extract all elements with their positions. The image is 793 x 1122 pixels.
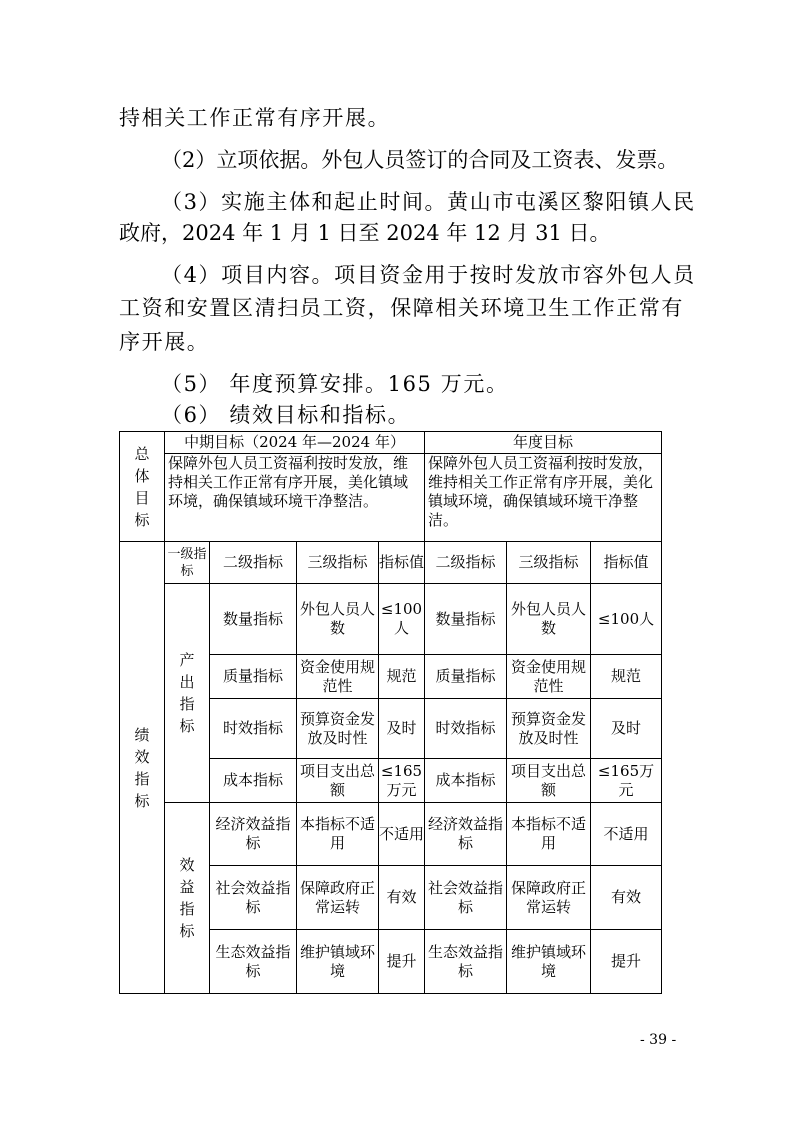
paragraph-7: 序开展。	[119, 330, 210, 354]
overall-goal-label: 总体目标	[134, 444, 150, 529]
col-header-level2-annual: 二级指标	[425, 542, 507, 584]
table-cell: ≤165万元	[591, 759, 662, 803]
paragraph-2: （2）立项依据。外包人员签订的合同及工资表、发票。	[161, 148, 679, 172]
perf-label: 绩效指标	[134, 725, 150, 810]
table-cell: 生态效益指标	[210, 930, 297, 994]
table-cell: 本指标不适用	[297, 803, 379, 866]
output-indicator-label: 产出指标	[179, 651, 195, 735]
col-header-value-annual: 指标值	[591, 542, 662, 584]
table-cell: 保障政府正常运转	[507, 866, 591, 930]
table-cell: 生态效益指标	[425, 930, 507, 994]
col-header-level3: 三级指标	[297, 542, 379, 584]
table-cell: 外包人员人数	[507, 584, 591, 655]
table-cell: 本指标不适用	[507, 803, 591, 866]
col-header-level1: 一级指标	[165, 542, 210, 584]
table-cell: 预算资金发放及时性	[507, 699, 591, 759]
benefit-indicator-label: 效益指标	[179, 856, 195, 940]
table-cell: 提升	[379, 930, 425, 994]
table-cell: ≤165万元	[379, 759, 425, 803]
table-cell: 不适用	[379, 803, 425, 866]
col-header-value: 指标值	[379, 542, 425, 584]
table-cell: 不适用	[591, 803, 662, 866]
table-cell: 规范	[591, 655, 662, 699]
annual-goal-text: 保障外包人员工资福利按时发放，维持相关工作正常有序开展，美化镇域环境，确保镇域环境干净整洁。	[428, 454, 654, 529]
table-cell: 保障政府正常运转	[297, 866, 379, 930]
table-cell: 数量指标	[210, 584, 297, 655]
paragraph-6: 工资和安置区清扫员工资，保障相关环境卫生工作正常有	[119, 296, 684, 320]
annual-goal	[425, 454, 662, 542]
annual-header: 年度目标	[425, 432, 662, 454]
benefit-indicator-label-cell	[165, 803, 210, 994]
table-cell: 成本指标	[425, 759, 507, 803]
performance-goals-table	[119, 431, 662, 994]
table-cell: 社会效益指标	[210, 866, 297, 930]
mid-term-goal	[165, 454, 425, 542]
table-cell: 有效	[591, 866, 662, 930]
table-cell: 维护镇域环境	[297, 930, 379, 994]
table-cell: ≤100人	[379, 584, 425, 655]
output-indicator-label-cell	[165, 584, 210, 803]
table-cell: 社会效益指标	[425, 866, 507, 930]
table-cell: 经济效益指标	[425, 803, 507, 866]
table-cell: 经济效益指标	[210, 803, 297, 866]
table-cell: 数量指标	[425, 584, 507, 655]
table-cell: 外包人员人数	[297, 584, 379, 655]
table-cell: 规范	[379, 655, 425, 699]
table-cell: 提升	[591, 930, 662, 994]
table-cell: 项目支出总额	[507, 759, 591, 803]
paragraph-4: 政府，2024 年 1 月 1 日至 2024 年 12 月 31 日。	[119, 221, 611, 245]
col-header-level2: 二级指标	[210, 542, 297, 584]
page-number: - 39 -	[640, 1032, 677, 1048]
table-cell: 及时	[379, 699, 425, 759]
table-cell: 维护镇域环境	[507, 930, 591, 994]
table-cell: 时效指标	[425, 699, 507, 759]
table-cell: 成本指标	[210, 759, 297, 803]
perf-label-cell	[120, 542, 165, 994]
table-cell: 资金使用规范性	[507, 655, 591, 699]
table-cell: 预算资金发放及时性	[297, 699, 379, 759]
paragraph-8: （5） 年度预算安排。165 万元。	[161, 372, 509, 396]
table-cell: 有效	[379, 866, 425, 930]
col-header-level3-annual: 三级指标	[507, 542, 591, 584]
table-cell: 及时	[591, 699, 662, 759]
overall-goal-label-cell	[120, 432, 165, 542]
paragraph-9: （6） 绩效目标和指标。	[161, 403, 411, 427]
mid-term-goal-text: 保障外包人员工资福利按时发放，维持相关工作正常有序开展，美化镇域环境，确保镇域环境干净整洁。	[168, 454, 409, 510]
table-cell: 质量指标	[425, 655, 507, 699]
table-cell: 时效指标	[210, 699, 297, 759]
paragraph-1: 持相关工作正常有序开展。	[119, 106, 391, 130]
paragraph-3: （3）实施主体和起止时间。黄山市屯溪区黎阳镇人民	[161, 190, 696, 214]
table-cell: ≤100人	[591, 584, 662, 655]
table-cell: 资金使用规范性	[297, 655, 379, 699]
table-cell: 项目支出总额	[297, 759, 379, 803]
mid-term-header: 中期目标（2024 年—2024 年）	[165, 432, 425, 454]
paragraph-5: （4）项目内容。项目资金用于按时发放市容外包人员	[161, 263, 696, 287]
table-cell: 质量指标	[210, 655, 297, 699]
